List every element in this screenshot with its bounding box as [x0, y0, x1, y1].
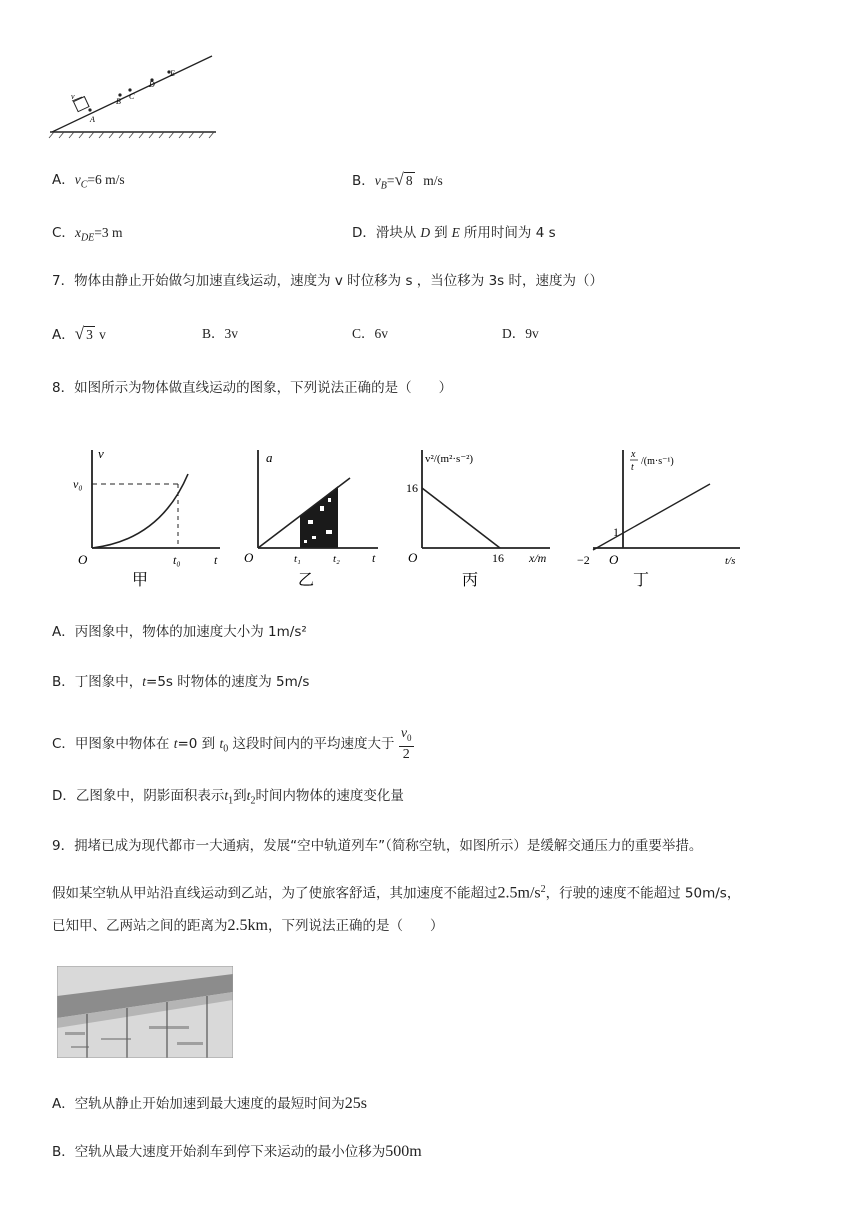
bing-origin: O [408, 550, 418, 565]
label-C: C [129, 92, 135, 101]
q9-option-a: A．空轨从静止开始加速到最大速度的最短时间为25s [52, 1095, 367, 1112]
q7-option-c: C．6v [352, 326, 389, 341]
ding-origin: O [609, 552, 619, 567]
ding-ylabel-num: x [631, 449, 636, 460]
q6-option-b: B．$v_B=√$ 8 m/s [352, 170, 443, 192]
graph-yi [238, 440, 388, 590]
q9-line2: 假如某空轨从甲站沿直线运动到乙站，为了使旅客舒适，其加速度不能超过$2.5m/s^2$，行驶的速度不能超过 50m/s， [52, 884, 741, 902]
q8-option-d: D．乙图象中，阴影面积表示$t_1$到$t_2$时间内物体的速度变化量 [52, 788, 404, 807]
q6-option-a: A．$v_C=6$ m/s [52, 172, 125, 191]
jia-ylabel: v [98, 446, 104, 461]
q6-option-c: C．$x_{DE}=3$ m [52, 225, 123, 244]
jia-origin: O [78, 552, 88, 567]
jia-caption: 甲 [132, 572, 149, 589]
ding-ylabel-unit: /(m·s⁻¹) [641, 456, 674, 467]
yi-xlabel: t [372, 551, 376, 565]
jia-y0: v₀ [73, 477, 83, 491]
q9-line3: 已知甲、乙两站之间的距离为2.5km，下列说法正确的是（ ） [52, 917, 444, 934]
yi-caption: 乙 [298, 572, 315, 589]
q8-option-a: A．丙图象中，物体的加速度大小为 1m/s² [52, 624, 307, 640]
fraction-v0-over-2: $\frac{v_0}{2}$ [400, 726, 412, 762]
q7-option-d: D．9v [502, 326, 539, 341]
label-A: A [90, 115, 95, 124]
q9-option-b: B．空轨从最大速度开始刹车到停下来运动的最小位移为500m [52, 1143, 422, 1160]
ding-caption: 丁 [633, 572, 650, 589]
q8-option-b: B．丁图象中，t=5s 时物体的速度为 5m/s [52, 674, 310, 690]
ding-y1: 1 [613, 525, 619, 539]
yi-t2: t₂ [333, 553, 340, 565]
graph-jia [70, 440, 230, 590]
yi-ylabel: a [266, 450, 273, 465]
jia-xlabel: t [214, 553, 218, 567]
label-E: E [170, 69, 175, 78]
q9-line1: 9．拥堵已成为现代都市一大通病，发展“空中轨道列车”（简称空轨，如图所示）是缓解交通压力的重要举措。 [52, 838, 703, 854]
sqrt-8: √ 8 [394, 170, 413, 189]
bing-caption: 丙 [462, 572, 479, 589]
graph-bing [400, 440, 570, 590]
label-B: B [116, 97, 121, 106]
bing-x16: 16 [492, 551, 504, 565]
bing-y16: 16 [406, 481, 418, 495]
q6-option-d: D．滑块从 D 到 E 所用时间为 4 s [352, 225, 556, 241]
bing-ylabel: v²/(m²·s⁻²) [425, 453, 474, 465]
incline-figure [40, 48, 230, 143]
graph-ding [575, 440, 755, 590]
ding-xm2: −2 [577, 553, 590, 567]
q8-option-c: C．甲图象中物体在 t=0 到 $t_0$ 这段时间内的平均速度大于 $\frac{v_0}{2}$ [52, 726, 412, 762]
ding-xlabel: t/s [725, 555, 736, 567]
yi-t1: t₁ [294, 553, 301, 565]
ding-ylabel-den: t [631, 462, 634, 473]
jia-x0: t₀ [173, 553, 181, 567]
q7-stem: 7．物体由静止开始做匀加速直线运动，速度为 v 时位移为 s ，当位移为 3s 时，速度为（） [52, 273, 603, 289]
label-D: D [149, 80, 155, 89]
q7-option-a: A．√ 3 v [52, 324, 106, 343]
bing-xlabel: x/m [529, 551, 547, 565]
q7-option-b: B．3v [202, 326, 239, 341]
q8-stem: 8．如图所示为物体做直线运动的图象，下列说法正确的是（ ） [52, 380, 453, 396]
yi-origin: O [244, 550, 254, 565]
label-v: v [71, 92, 75, 101]
sky-rail-photo [57, 966, 233, 1058]
